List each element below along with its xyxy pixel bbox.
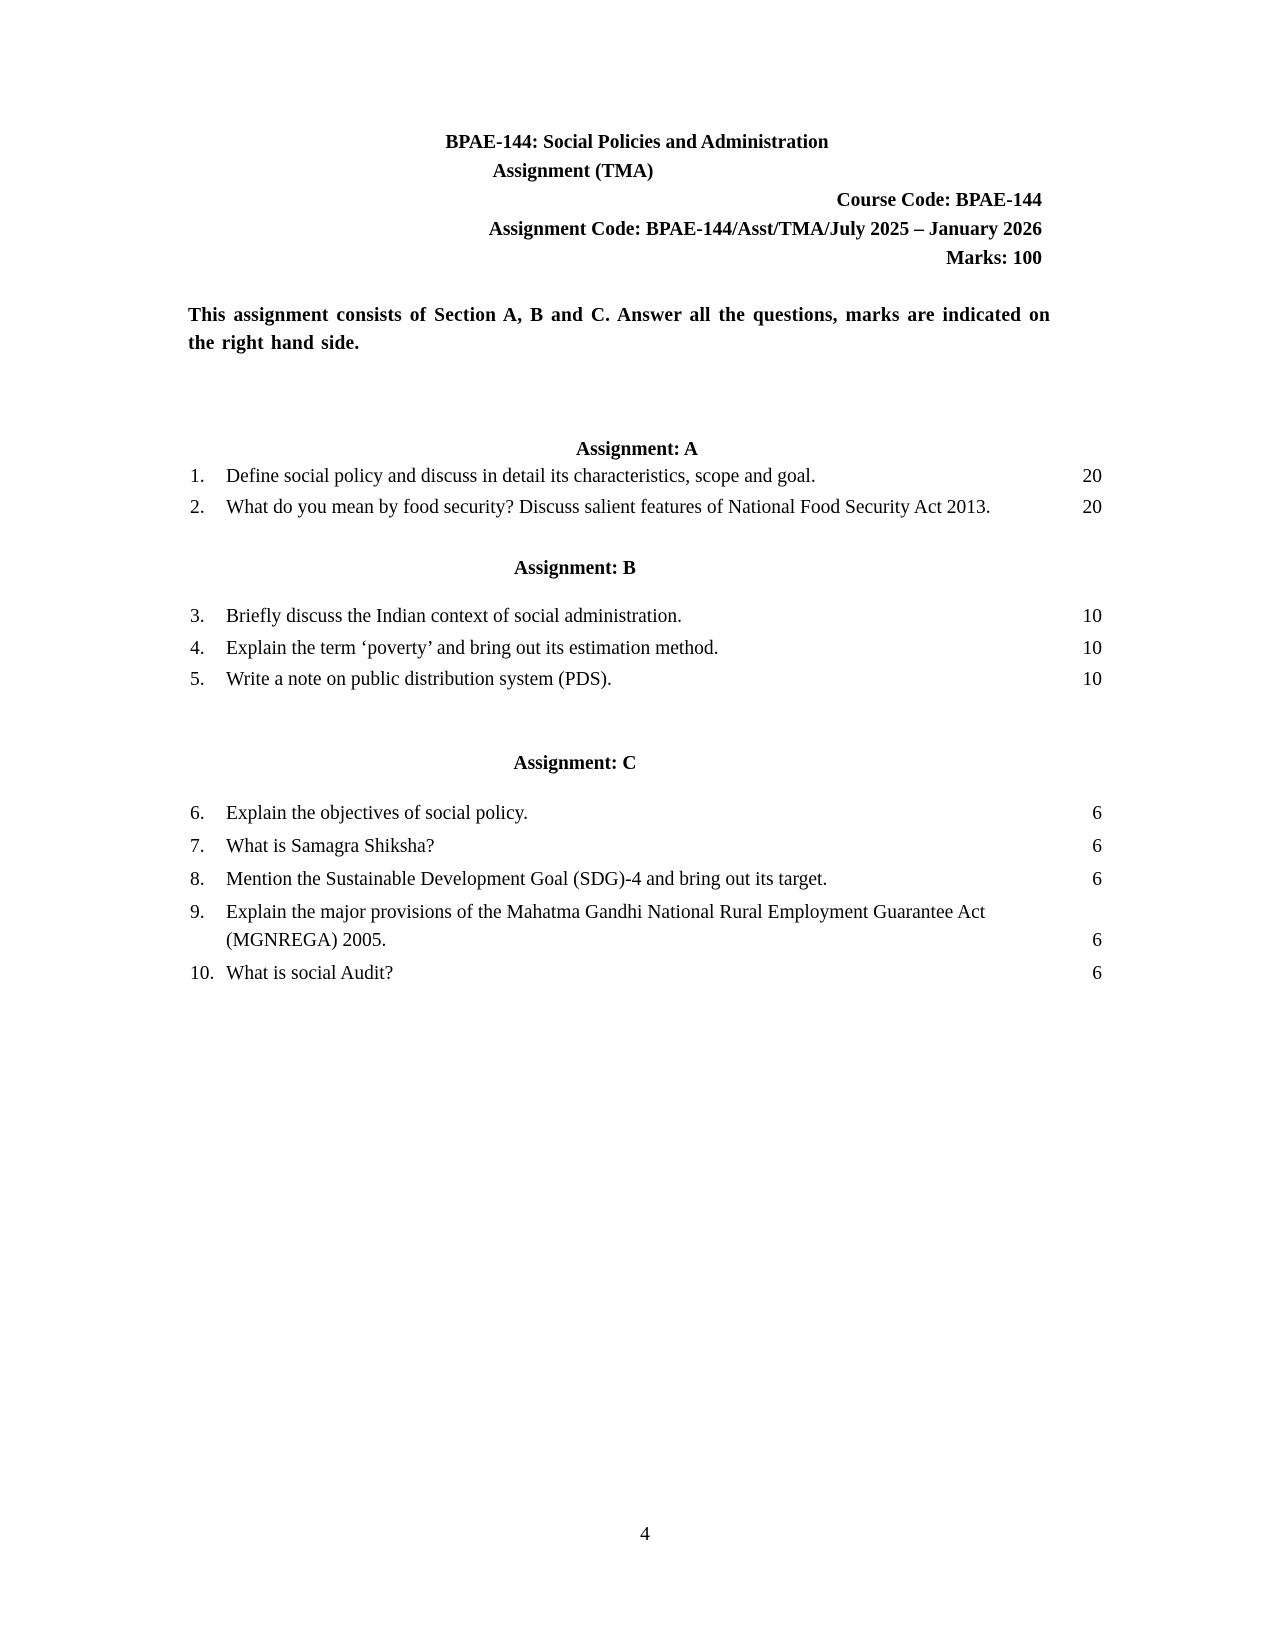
section-assignment-b: [188, 555, 1102, 694]
question-number: 6.: [190, 803, 205, 824]
question-number: 2.: [190, 497, 205, 518]
course-code: Course Code: BPAE-144: [836, 190, 1042, 211]
question-number: 9.: [190, 902, 205, 923]
section-c-question-list: [188, 800, 1102, 988]
assignment-code: Assignment Code: BPAE-144/Asst/TMA/July 2025 – January 2026: [488, 219, 1042, 240]
question-marks: 10: [1082, 669, 1102, 690]
course-title: BPAE-144: Social Policies and Administration: [445, 132, 829, 153]
question-number: 8.: [190, 869, 205, 890]
question-number: 7.: [190, 836, 205, 857]
question-marks: 10: [1082, 637, 1102, 659]
question-text: Write a note on public distribution system (PDS).: [226, 669, 612, 690]
section-b-heading: Assignment: B: [514, 558, 636, 579]
question-row: [188, 800, 1102, 828]
question-number: 3.: [190, 606, 205, 627]
question-row: [188, 494, 1102, 522]
question-marks: 6: [1092, 836, 1102, 857]
question-marks: 20: [1082, 497, 1102, 518]
instructions-paragraph: This assignment consists of Section A, B and C. Answer all the questions, marks are indicated on the right hand side.: [188, 305, 1050, 354]
page-number: 4: [640, 1524, 650, 1545]
section-assignment-a: [188, 436, 1102, 522]
question-text: Explain the major provisions of the Mahatma Gandhi National Rural Employment Guarantee Act (MGNREGA) 2005.: [226, 902, 986, 951]
question-marks: 6: [1092, 963, 1102, 984]
section-a-question-list: [188, 463, 1102, 522]
question-number: 5.: [190, 669, 205, 690]
section-b-question-list: [188, 603, 1102, 694]
question-row: [188, 635, 1102, 663]
question-text: Briefly discuss the Indian context of social administration.: [226, 606, 682, 627]
section-c-heading: Assignment: C: [513, 753, 637, 774]
question-marks: 6: [1092, 930, 1102, 951]
total-marks: Marks: 100: [946, 248, 1042, 269]
question-text: Define social policy and discuss in detail its characteristics, scope and goal.: [226, 466, 816, 487]
question-row: [188, 866, 1102, 894]
section-assignment-c: [188, 750, 1102, 988]
question-text: Mention the Sustainable Development Goal (SDG)-4 and bring out its target.: [226, 869, 828, 890]
assignment-type-title: Assignment (TMA): [492, 161, 654, 182]
question-row: [188, 666, 1102, 694]
question-row: [188, 603, 1102, 631]
question-text: Explain the objectives of social policy.: [226, 803, 528, 824]
question-row: [188, 833, 1102, 861]
question-number: 4.: [190, 637, 205, 659]
question-number: 1.: [190, 466, 205, 487]
question-marks: 6: [1092, 803, 1102, 824]
question-marks: 10: [1082, 606, 1102, 627]
question-row: [188, 463, 1102, 491]
document-header: [188, 128, 1102, 273]
question-text: What is Samagra Shiksha?: [226, 836, 435, 857]
question-marks: 6: [1092, 869, 1102, 890]
question-marks: 20: [1082, 466, 1102, 487]
question-row: [188, 899, 1102, 955]
section-a-heading: Assignment: A: [576, 439, 698, 460]
question-text: What is social Audit?: [226, 963, 394, 984]
question-text: Explain the term ‘poverty’ and bring out its estimation method.: [226, 637, 719, 659]
question-text: What do you mean by food security? Discuss salient features of National Food Security Act 2013.: [226, 497, 991, 518]
question-number: 10.: [190, 963, 215, 984]
question-row: [188, 960, 1102, 988]
